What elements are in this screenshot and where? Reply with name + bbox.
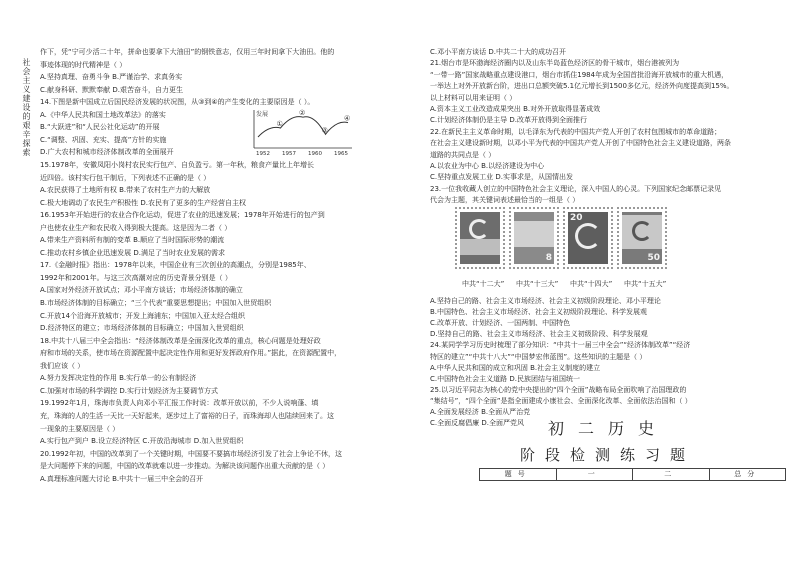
text-line: A.努力发挥决定性的作用 B.实行单一的公有制经济 [40, 374, 197, 383]
text-line: 一现象的主要原因是（ ） [40, 424, 120, 433]
stamp-label-4: 中共“十五大” [624, 280, 667, 288]
stamp-label-2: 中共“十三大” [516, 280, 559, 288]
text-line: 道路的共同点是（ ） [430, 150, 496, 159]
text-line: A.实行包产到户 B.设立经济特区 C.开放沿海城市 D.加入世贸组织 [40, 437, 244, 446]
chart-x-tick-label: 1957 [282, 151, 296, 156]
text-line: A.全面发展经济 B.全面从严治党 [430, 408, 531, 416]
text-line: 14.下图是新中国成立后国民经济发展的状况图，从③到④的产生变化的主要原因是（ ）。 [40, 98, 315, 107]
chart-x-tick-label: 1965 [334, 151, 348, 156]
party-emblem-icon [632, 221, 652, 241]
text-line: 25.以习近平同志为核心的党中央提出的“四个全面”战略布局全面吹响了治国理政的 [430, 385, 687, 394]
score-cell: 二 [633, 469, 710, 480]
stamp-2: 8 [509, 207, 559, 269]
score-cell: 一 [557, 469, 634, 480]
text-line: B.市场经济体制的目标确立；“三个代表”重要思想提出；中国加入世贸组织 [40, 299, 272, 307]
text-line: C.坚持重点发展工业 D.实事求是，从国情出发 [430, 173, 573, 182]
score-cell: 总分 [734, 470, 761, 478]
text-line: 近四倍。该村实行包干制后，下列表述不正确的是（ ） [40, 173, 211, 182]
text-line: 是大问题停下来的问题，中国的改革就难以进一步推动。为解决该问题作出重大贡献的是（ ） [40, 462, 330, 471]
text-line: C.极大地调动了农民生产积极性 D.农民有了更多的生产经营自主权 [40, 198, 246, 207]
text-line: A.中华人民共和国的成立和巩固 B.社会主义制度的建立 [430, 363, 601, 372]
text-line: 在社会主义建设新时期，以邓小平为代表的中国共产党人开创了中国特色社会主义建设道路，两条 [430, 139, 731, 148]
chart-x-tick-label: 1960 [308, 151, 322, 156]
chart-series-line [258, 114, 351, 137]
text-line: 18.中共十八届三中全会指出：“经济体制改革是全面深化改革的重点，核心问题是处理好政 [40, 336, 321, 345]
text-line: 15.1978年，安徽凤阳小岗村农民实行包产、自负盈亏。第一年秋，粮食产量比上年增长 [40, 160, 314, 169]
score-table [479, 468, 786, 481]
text-line: C.加强对市场的科学调控 D.实行计划经济为主要调节方式 [40, 386, 218, 395]
page-subtitle: 阶段检测练习题 [520, 446, 696, 464]
binding-margin-text: 社会主义建设的艰辛探索 [22, 58, 31, 157]
text-line: C.推动农村乡镇企业迅速发展 D.满足了当时农业发展的需求 [40, 248, 225, 257]
text-line: 23.一位我收藏人创立的中国特色社会主义理论，深入中国人的心灵。下列国家纪念邮票记录见 [430, 184, 722, 193]
text-line: 特区的建立”“中共十八大”“中国梦宏伟蓝图”。这些知识的主题是（ ） [430, 352, 647, 361]
text-line: 户也使农业生产和农民收入得到极大提高。这是因为二者（ ） [40, 223, 232, 232]
text-line: 20.1992年初，中国的改革到了一个关键时期，中国要不要搞市场经济引发了社会上争论不休，这 [40, 449, 342, 458]
text-line: A.国家对外经济开放试点；邓小平南方谈话；市场经济体制的确立 [40, 286, 243, 295]
text-line: A.以农业为中心 B.以经济建设为中心 [430, 162, 545, 170]
text-line: C.邓小平南方谈话 D.中共二十大的成功召开 [430, 48, 566, 56]
party-emblem-icon [469, 219, 489, 239]
text-line: D.广大农村和城市经济体制改革的全面展开 [40, 148, 174, 157]
text-line: D.经济特区的建立；市场经济体制的目标确立；中国加入世贸组织 [40, 324, 244, 333]
text-line: C.全面反腐倡廉 D.全面严党风 [430, 419, 524, 428]
text-line: A.《中华人民共和国土地改革法》的落实 [40, 110, 166, 119]
text-line: 1992年和2001年。与这三次高潮对应的历史背景分别是（ ） [40, 273, 232, 282]
stamp-row [455, 207, 665, 275]
stamp-label-1: 中共“十二大” [462, 280, 505, 288]
text-line: 一举达上对外开放新台阶，进出口总额突破5.1亿元增长到1500多亿元，经济外向度提高到15%。 [430, 82, 734, 91]
text-line: D.坚持自己的路、社会主义市场经济、社会主义初级阶段、科学发展观 [430, 330, 648, 339]
text-line: 代会为主题，其关键词表述最恰当的一组是（ ） [430, 196, 580, 205]
text-line: C.献身科研、默默奉献 D.艰苦奋斗，自力更生 [40, 85, 183, 94]
text-line: “一带一路”国家战略重点建设港口，烟台市抓住1984年成为全国首批沿海开放城市的重大机遇， [430, 70, 729, 79]
text-line: C.改革开放、计划经济、一国两制、中国特色 [430, 319, 571, 328]
chart-point-label: ② [299, 109, 306, 118]
score-cell: 题号 [480, 469, 557, 480]
text-line: 17.《金融时报》指出：1978年以来，中国企业有三次创业的高潮点，分别是1985年、 [40, 261, 311, 270]
text-line: “集结号”，“四个全面”是指全面建成小康社会、全面深化改革、全面依法治国和（ ） [430, 396, 692, 405]
party-emblem-icon [575, 223, 601, 249]
text-line: A.资本主义工业改造成果突出 B.对外开放取得显著成效 [430, 105, 601, 113]
text-line: C.计划经济体制仍是主导 D.改革开放得到全面推行 [430, 116, 587, 125]
text-line: C.中国特色社会主义道路 D.民族团结与祖国统一 [430, 374, 580, 383]
text-line: A.真理标准问题大讨论 B.中共十一届三中全会的召开 [40, 474, 204, 483]
text-line: A.带来生产资料所有制的变革 B.顺应了当时国际形势的潮流 [40, 236, 225, 245]
text-line: 16.1953年开始进行的农业合作化运动，促进了农业的迅速发展；1978年开始进行的包产到 [40, 211, 325, 220]
text-line: B.“大跃进”和“人民公社化运动”的开展 [40, 123, 160, 132]
text-line: C.“调整、巩固、充实、提高”方针的实施 [40, 135, 167, 144]
text-line: C.开放14个沿海开放城市；开发上海浦东；中国加入亚太经合组织 [40, 311, 246, 320]
text-line: 19.1992年1月，珠海市负责人向邓小平汇报工作时说：改革开放以前，不少人说响蓬、填 [40, 399, 319, 408]
text-line: 21.烟台市是环渤海经济圈内以及山东半岛蓝色经济区的骨干城市，烟台港被列为 [430, 59, 680, 68]
chart-y-label: 发展 [256, 111, 269, 118]
text-line: A.坚持自己的路、社会主义市场经济、社会主义初级阶段理论、邓小平理论 [430, 297, 661, 305]
text-line: 作下，凭“宁可少活二十年，拼命也要拿下大油田”的钢铁意志，仅用三年时间拿下大油田。他的 [40, 48, 335, 56]
chart-point-label: ④ [344, 114, 351, 123]
text-line: A.坚持真理、奋勇斗争 B.严谨治学、求真务实 [40, 73, 183, 82]
text-line: 24.某同学学习历史时梳理了部分知识：“中共十一届三中全会”“经济体制改革”“经济 [430, 341, 691, 350]
stamp-4: 50 [617, 207, 667, 269]
text-line: A.农民获得了土地所有权 B.带来了农村生产力的大解放 [40, 186, 211, 195]
page-title: 初二历史 [548, 419, 669, 438]
stamp-3: 20 [563, 207, 613, 269]
text-line: 以上材料可以用来证明（ ） [430, 93, 517, 102]
text-line: B.中国特色、社会主义市场经济、社会主义初级阶段理论、科学发展观 [430, 308, 648, 317]
text-line: 充，珠海的人的生活一天比一天好起来，逐步过上了富裕的日子，而珠海却人也陆续回来了。这 [40, 411, 334, 420]
chart-x-tick-label: 1952 [256, 151, 270, 156]
chart-point-label: ③ [321, 126, 328, 135]
chart-point-label: ① [276, 120, 283, 128]
text-line: 22.在新民主主义革命时期，以毛泽东为代表的中国共产党人开创了农村包围城市的革命道路； [430, 127, 722, 136]
economic-chart [248, 108, 356, 156]
stamp-label-3: 中共“十四大” [570, 280, 613, 288]
text-line: 府和市场的关系，使市场在资源配置中起决定性作用和更好发挥政府作用。”据此，在资源配置中， [40, 349, 342, 358]
stamp-1 [455, 207, 505, 269]
text-line: 事迹体现的时代精神是（ ） [40, 60, 127, 69]
text-line: 我们应该（ ） [40, 361, 85, 370]
